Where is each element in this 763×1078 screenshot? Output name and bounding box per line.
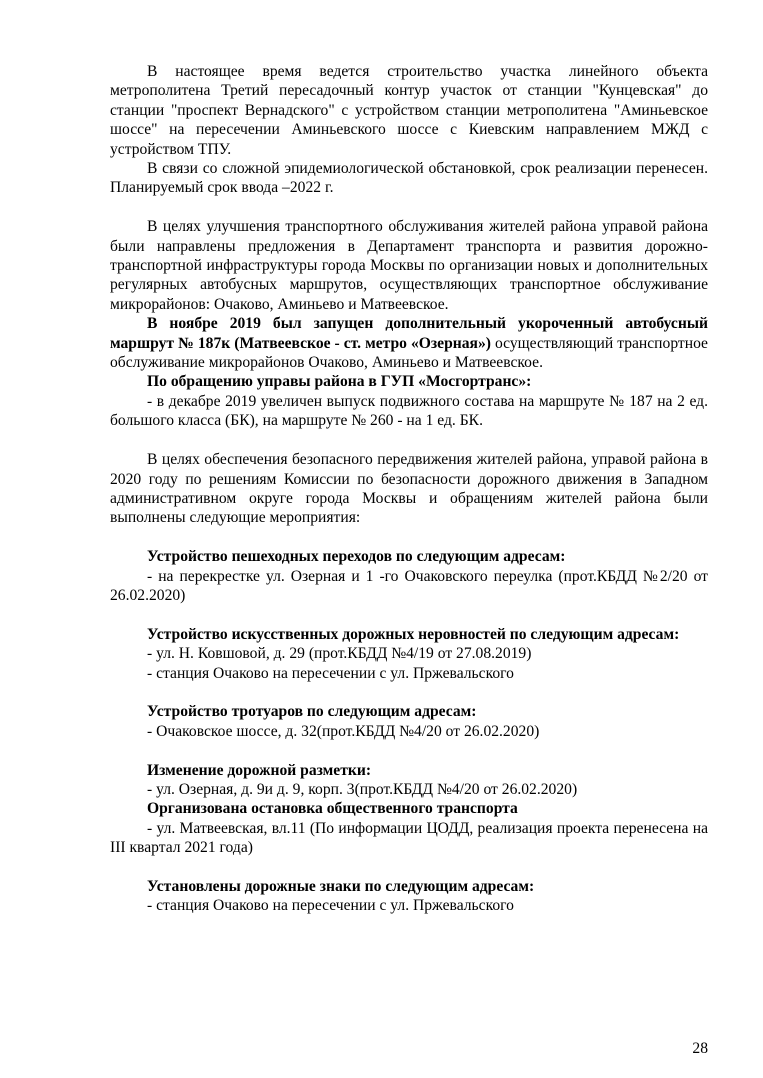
paragraph: - ул. Матвеевская, вл.11 (По информации ЦОДД, реализация проекта перенесена на III квартал 2021 года): [110, 819, 708, 857]
paragraph: - ул. Н. Ковшовой, д. 29 (прот.КБДД №4/19 от 27.08.2019): [147, 645, 532, 663]
paragraph-mixed: [110, 314, 708, 372]
section-heading: Изменение дорожной разметки:: [147, 761, 372, 779]
paragraph: - на перекрестке ул. Озерная и 1 -го Очаковского переулка (прот.КБДД №2/20 от 26.02.2020): [110, 567, 708, 604]
paragraph: - ул. Озерная, д. 9и д. 9, корп. 3(прот.КБДД №4/20 от 26.02.2020): [147, 780, 578, 798]
section-heading: Устройство искусственных дорожных неровностей по следующим адресам:: [147, 625, 680, 643]
page-number: 28: [692, 1040, 708, 1057]
section-heading: По обращению управы района в ГУП «Мосгортранс»:: [147, 373, 532, 391]
paragraph-gap: [110, 431, 708, 450]
section-heading: Установлены дорожные знаки по следующим адресам:: [147, 877, 535, 895]
paragraph: - станция Очаково на пересечении с ул. Пржевальского: [147, 664, 514, 682]
paragraph: В целях обеспечения безопасного передвижения жителей района, управой района в 2020 году по решениям Комиссии по безопасности дорожного движения в Западном административном округе города Москвы и обращениям жителей района были выполнены следующие мероприятия:: [110, 451, 708, 527]
paragraph-tail: осуществляющий транспортное обслуживание микрорайонов Очаково, Аминьево и Матвеевское.: [110, 334, 708, 372]
paragraph-gap: [110, 198, 708, 217]
paragraph: - в декабре 2019 увеличен выпуск подвижного состава на маршруте № 187 на 2 ед. большого класса (БК), на маршруте № 260 - на 1 ед. БК.: [110, 392, 708, 430]
paragraph-gap: [110, 683, 708, 702]
bold-lead: В ноябре 2019 был запущен дополнительный укороченный автобусный маршрут № 187к (Матвеевское - ст. метро «Озерная»): [110, 315, 708, 352]
paragraph: В связи со сложной эпидемиологической обстановкой, срок реализации перенесен. Планируемый срок ввода –2022 г.: [110, 160, 708, 197]
paragraph-gap: [110, 741, 708, 760]
section-heading: Устройство тротуаров по следующим адресам:: [147, 703, 477, 721]
paragraph-gap: [110, 528, 708, 547]
document-body: [110, 62, 708, 916]
paragraph: - Очаковское шоссе, д. 32(прот.КБДД №4/20 от 26.02.2020): [147, 722, 540, 740]
paragraph-gap: [110, 605, 708, 624]
paragraph: - станция Очаково на пересечении с ул. Пржевальского: [147, 897, 514, 915]
section-heading: Организована остановка общественного транспорта: [147, 800, 518, 818]
paragraph: В целях улучшения транспортного обслуживания жителей района управой района были направлены предложения в Департамент транспорта и развития дорожно-транспортной инфраструктуры города Москвы по организации новых и дополнительных регулярных автобусных маршрутов, осуществляющих транспортное обслуживание микрорайонов: Очаково, Аминьево и Матвеевское.: [110, 218, 708, 313]
section-heading: Устройство пешеходных переходов по следующим адресам:: [147, 548, 566, 566]
paragraph: В настоящее время ведется строительство участка линейного объекта метрополитена Третий пересадочный контур участок от станции "Кунцевская" до станции "проспект Вернадского" с устройством станции метрополитена "Аминьевское шоссе" на пересечении Аминьевского шоссе с Киевским направлением МЖД с устройством ТПУ.: [110, 63, 708, 158]
paragraph-gap: [110, 858, 708, 877]
